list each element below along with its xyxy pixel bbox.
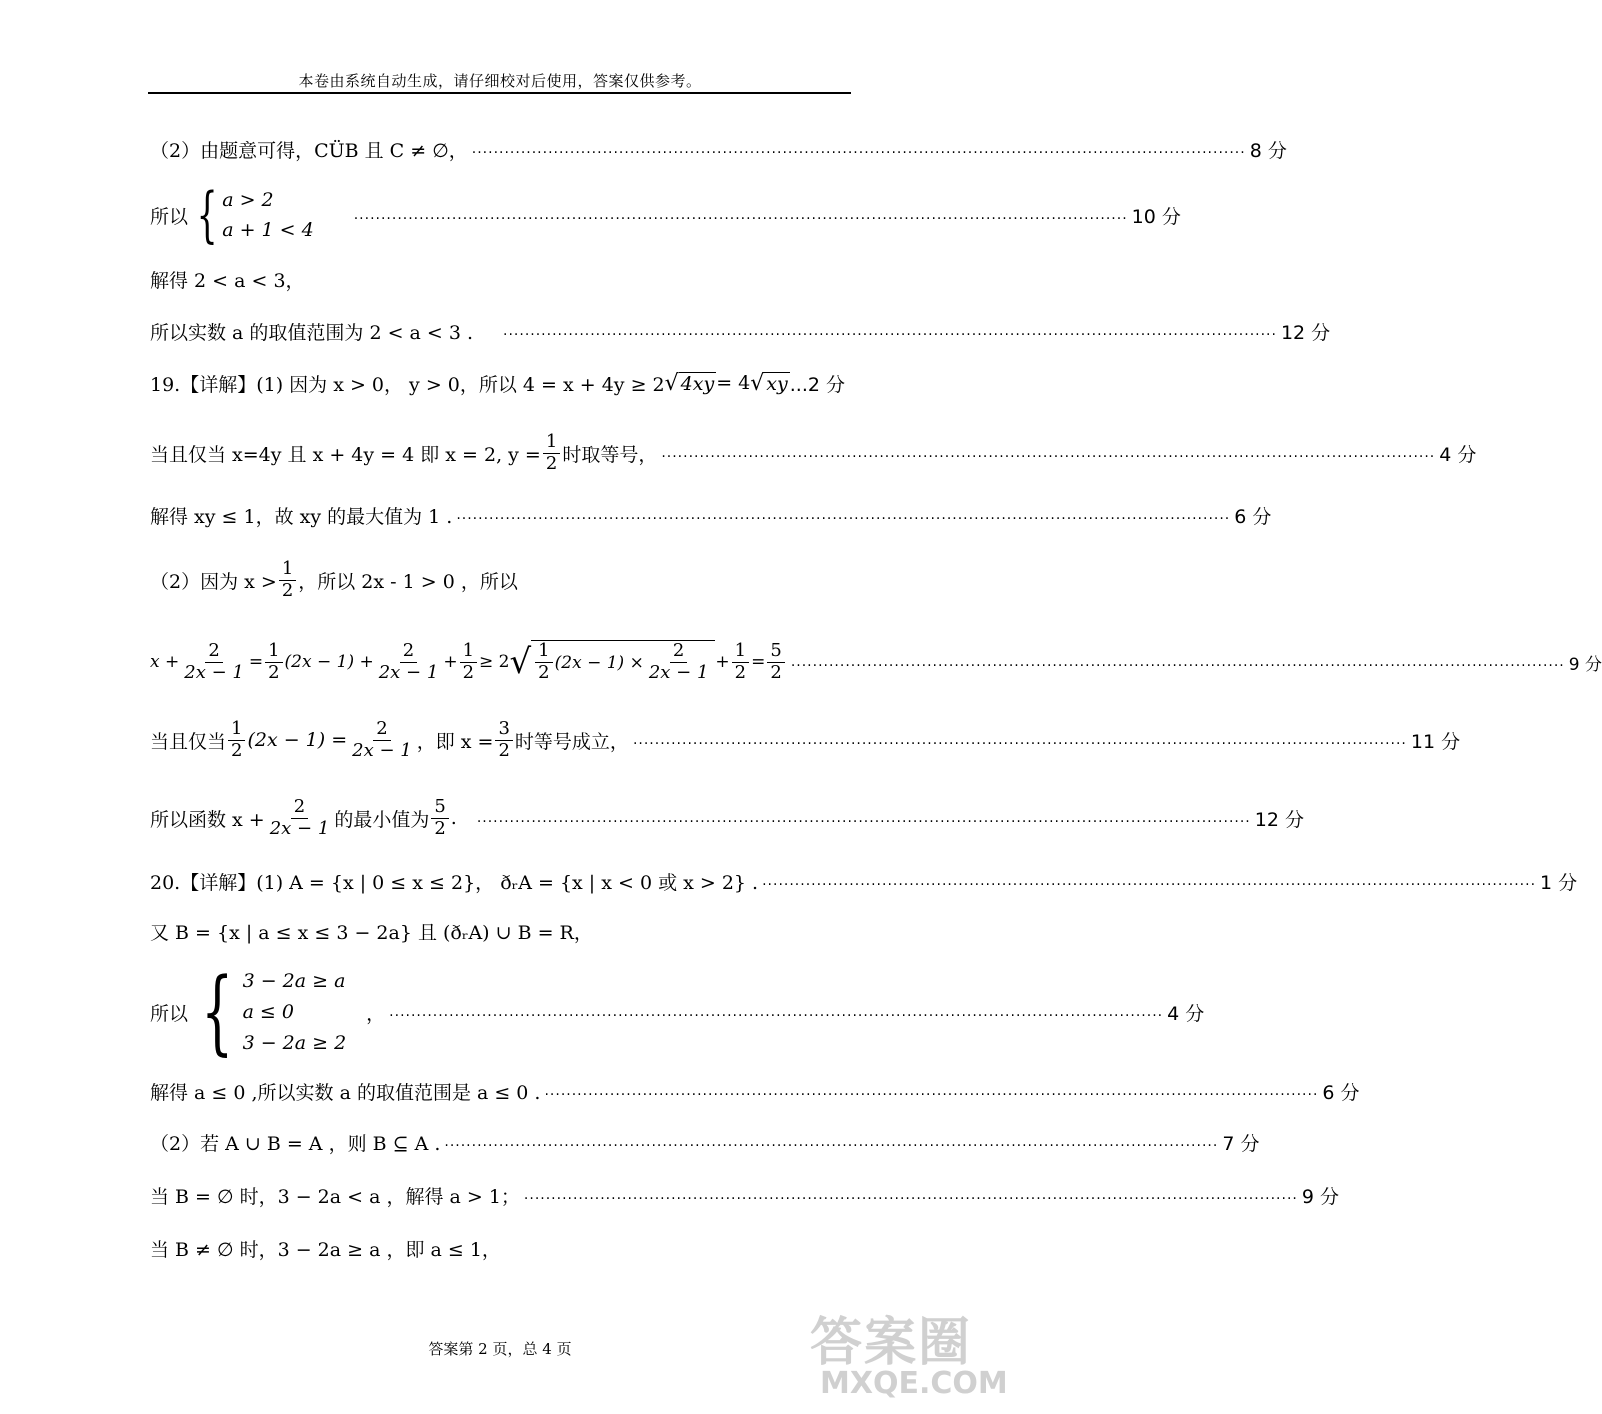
answer-line [150, 916, 840, 946]
expr-text: = [248, 652, 264, 672]
numerator: 1 [535, 641, 552, 663]
radicand: 4xy [680, 372, 715, 395]
page-footer: 答案第 2 页，总 4 页 [428, 1340, 572, 1358]
leader-dots: .............................................................................................................................................. [353, 207, 1128, 223]
line-text: 当 B ≠ ∅ 时，3 − 2a ≥ a ，即 a ≤ 1， [150, 1238, 501, 1261]
score-label: ...2 分 [789, 373, 845, 396]
watermark-url: MXQE.COM [820, 1366, 1008, 1401]
answer-line-19-1 [150, 367, 845, 399]
answer-line [150, 264, 840, 294]
inequality-system [188, 958, 347, 1065]
denominator: 2 [231, 739, 243, 761]
radicand [531, 640, 715, 683]
score-label: 8 分 [1249, 139, 1287, 162]
answer-line-20-1 [150, 866, 1578, 896]
numerator: 1 [279, 559, 296, 581]
fraction [460, 641, 477, 683]
line-text: 又 B = {x | a ≤ x ≤ 3 − 2a} 且 (ðᵣA) ∪ B = R， [150, 921, 593, 944]
answer-line [150, 1180, 1339, 1210]
answer-line-system-2 [150, 958, 1205, 1065]
expr-text: = [751, 652, 766, 672]
answer-line [150, 790, 1304, 846]
numerator: 5 [431, 797, 448, 819]
leader-dots: .............................................................................................................................................. [444, 1134, 1219, 1150]
score-label: 9 分 [1301, 1185, 1339, 1208]
denominator: 2 [545, 452, 558, 474]
score-label: 12 分 [1254, 808, 1304, 831]
answer-line [150, 316, 1331, 346]
score-label: 4 分 [1167, 1002, 1205, 1025]
line-text: 解得 a ≤ 0 ,所以实数 a 的取值范围是 a ≤ 0 . [150, 1081, 541, 1104]
fraction [265, 641, 282, 683]
left-brace: { [196, 180, 218, 250]
answer-line-system-1 [150, 180, 1181, 250]
numerator: 2 [205, 641, 222, 663]
line-text: 所以函数 x + [150, 808, 265, 831]
numerator: 1 [732, 641, 749, 663]
fraction [376, 641, 442, 683]
numerator: 5 [767, 641, 784, 663]
expr-text: (2x − 1) + [284, 652, 374, 672]
leader-dots: .............................................................................................................................................. [790, 654, 1565, 670]
leader-dots: .............................................................................................................................................. [544, 1083, 1319, 1099]
denominator: 2x − 1 [352, 739, 412, 761]
numerator: 1 [460, 641, 477, 663]
leader-dots: .............................................................................................................................................. [661, 445, 1436, 461]
leader-dots: .............................................................................................................................................. [762, 873, 1537, 889]
leader-dots: .............................................................................................................................................. [456, 507, 1231, 523]
expr-text: ≥ 2 [479, 652, 510, 672]
radical-sign: √ [664, 370, 679, 396]
score-label: 11 分 [1410, 730, 1461, 753]
line-text: 当且仅当 x=4y 且 x + 4y = 4 即 x = 2, y = [150, 443, 541, 466]
system-row: 3 − 2a ≥ 2 [242, 1031, 347, 1054]
denominator: 2x − 1 [269, 817, 330, 839]
answer-line-18-2 [150, 134, 1287, 164]
denominator: 2 [462, 661, 475, 683]
line-text: 所以实数 a 的取值范围为 2 < a < 3 . [150, 321, 474, 344]
line-text: 当且仅当 [150, 730, 227, 753]
denominator: 2 [498, 739, 510, 761]
expr-text: (2x − 1) = [247, 729, 348, 751]
fraction [535, 641, 552, 683]
line-text: 20.【详解】(1) A = {x | 0 ≤ x ≤ 2}， ðᵣA = {x | x < 0 或 x > 2} . [150, 871, 759, 894]
line-text: 时等号成立， [514, 730, 629, 753]
score-label: 4 分 [1439, 443, 1477, 466]
answer-line-19-2 [150, 555, 840, 605]
numerator: 2 [400, 641, 417, 663]
leader-dots: .............................................................................................................................................. [471, 141, 1246, 157]
leader-dots: .............................................................................................................................................. [389, 1004, 1164, 1020]
fraction [646, 641, 712, 683]
leader-dots: .............................................................................................................................................. [503, 323, 1277, 339]
line-text: ，所以 2x - 1 > 0 ，所以 [298, 570, 518, 593]
leader-dots: .............................................................................................................................................. [476, 810, 1251, 826]
system-row: a ≤ 0 [242, 1000, 294, 1023]
line-text: . [450, 807, 457, 829]
fraction [181, 641, 247, 683]
watermark-chars: 答案圈 [810, 1313, 973, 1373]
numerator: 2 [373, 719, 390, 741]
score-label: 6 分 [1322, 1081, 1360, 1104]
fraction [732, 641, 749, 683]
fraction [279, 559, 296, 601]
expr-text: x + [150, 652, 180, 672]
fraction [431, 797, 448, 839]
denominator: 2 [538, 662, 550, 683]
answer-line [150, 428, 1477, 478]
radical-sign: √ [750, 370, 765, 396]
numerator: 3 [495, 719, 512, 741]
line-text: 的最小值为 [334, 808, 430, 831]
line-text: 19.【详解】(1) 因为 x > 0， y > 0，所以 4 = x + 4y ≥ 2 [150, 373, 665, 396]
denominator: 2 [434, 817, 446, 839]
system-row: a > 2 [222, 189, 274, 211]
answer-line [150, 1076, 1360, 1106]
score-label: 6 分 [1234, 505, 1272, 528]
leader-dots: .............................................................................................................................................. [523, 1187, 1298, 1203]
expr-text: + [443, 652, 458, 672]
header-rule [148, 92, 851, 94]
denominator: 2x − 1 [648, 662, 709, 683]
fraction [349, 719, 415, 761]
page-header: 本卷由系统自动生成，请仔细校对后使用，答案仅供参考。 [298, 72, 702, 90]
denominator: 2 [281, 579, 294, 601]
system-row: a + 1 < 4 [222, 219, 314, 241]
line-text: ， [366, 1002, 386, 1025]
line-text: ，即 x = [416, 730, 494, 753]
answer-line [150, 712, 1461, 768]
fraction [267, 797, 333, 839]
numerator: 2 [670, 641, 687, 663]
score-label: 9 分 [1568, 654, 1602, 675]
answer-line-inequality [150, 634, 1602, 690]
score-label: 12 分 [1280, 321, 1331, 344]
denominator: 2x − 1 [184, 661, 244, 683]
line-text: = 4 [716, 372, 751, 394]
score-label: 1 分 [1540, 871, 1578, 894]
line-prefix: 所以 [150, 205, 189, 228]
numerator: 2 [291, 797, 308, 819]
line-text: 时取等号， [562, 443, 658, 466]
watermark-logo [800, 1300, 1008, 1414]
answer-line-20-2 [150, 1127, 1260, 1157]
line-prefix: 所以 [150, 1002, 189, 1025]
line-text: 解得 2 < a < 3， [150, 269, 305, 292]
fraction [543, 432, 560, 474]
system-row: 3 − 2a ≥ a [242, 970, 346, 993]
denominator: 2 [734, 661, 747, 683]
line-text: 当 B = ∅ 时，3 − 2a < a ，解得 a > 1； [150, 1185, 520, 1208]
fraction [228, 719, 245, 761]
denominator: 2 [770, 661, 782, 683]
inequality-system [188, 180, 314, 250]
denominator: 2 [268, 661, 280, 683]
numerator: 1 [265, 641, 282, 663]
line-text: 解得 xy ≤ 1，故 xy 的最大值为 1 . [150, 505, 453, 528]
numerator: 1 [228, 719, 245, 741]
line-text: （2）若 A ∪ B = A ，则 B ⊆ A . [150, 1132, 441, 1155]
score-label: 7 分 [1222, 1132, 1260, 1155]
expr-text: (2x − 1) × [554, 652, 644, 673]
radical-sign: √ [509, 642, 532, 682]
answer-line [150, 1233, 840, 1263]
expr-text: + [715, 652, 730, 672]
denominator: 2x − 1 [378, 661, 439, 683]
score-label: 10 分 [1131, 205, 1181, 228]
left-brace: { [201, 958, 234, 1065]
fraction [495, 719, 512, 761]
line-text: （2）因为 x > [150, 570, 277, 593]
radicand: xy [766, 372, 788, 395]
numerator: 1 [543, 432, 560, 454]
fraction [767, 641, 784, 683]
leader-dots: .............................................................................................................................................. [632, 732, 1407, 748]
answer-line [150, 500, 1272, 530]
line-text: （2）由题意可得，CÜB 且 C ≠ ∅， [150, 139, 468, 162]
